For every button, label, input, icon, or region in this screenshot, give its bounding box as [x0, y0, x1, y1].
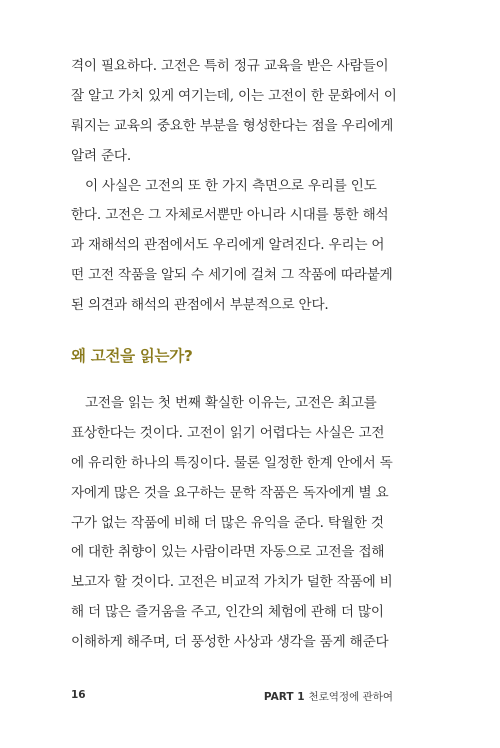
section-heading: 왜 고전을 읽는가? — [71, 347, 193, 365]
text-line: 과 재해석의 관점에서도 우리에게 알려진다. 우리는 어 — [71, 237, 385, 254]
text-line: 고전을 읽는 첫 번째 확실한 이유는, 고전은 최고를 — [85, 395, 377, 411]
body-text-upper — [71, 52, 397, 321]
text-line: 표상한다는 것이다. 고전이 읽기 어렵다는 사실은 고전 — [71, 424, 385, 441]
text-line: 떤 고전 작품을 알되 수 세기에 걸쳐 그 작품에 따라붙게 — [71, 267, 393, 284]
text-line: 잘 알고 가치 있게 여기는데, 이는 고전이 한 문화에서 이 — [71, 87, 397, 104]
page-number: 16 — [71, 689, 86, 701]
text-line: 자에게 많은 것을 요구하는 문학 작품은 독자에게 별 요 — [71, 484, 389, 501]
text-line: 구가 없는 작품에 비해 더 많은 유익을 준다. 탁월한 것 — [71, 514, 384, 531]
text-line: 보고자 할 것이다. 고전은 비교적 가치가 덜한 작품에 비 — [71, 574, 393, 591]
text-line: 이해하게 해주며, 더 풍성한 사상과 생각을 품게 해준다 — [71, 634, 389, 651]
text-line: 격이 필요하다. 고전은 특히 정규 교육을 받은 사람들이 — [71, 58, 389, 74]
running-head — [264, 689, 393, 704]
text-line: 에 대한 취향이 있는 사람이라면 자동으로 고전을 접해 — [71, 544, 385, 561]
part-label: PART 1 — [263, 691, 305, 703]
text-line: 된 의견과 해석의 관점에서 부분적으로 안다. — [71, 297, 329, 314]
text-line: 이 사실은 고전의 또 한 가지 측면으로 우리를 인도 — [85, 177, 377, 194]
text-line: 한다. 고전은 그 자체로서뿐만 아니라 시대를 통한 해석 — [71, 207, 389, 224]
text-line: 해 더 많은 즐거움을 주고, 인간의 체험에 관해 더 많이 — [71, 604, 384, 621]
body-text-lower — [71, 389, 393, 658]
part-title: 천로역정에 관하여 — [308, 691, 393, 703]
text-line: 에 유리한 하나의 특징이다. 물론 일정한 한계 안에서 독 — [71, 454, 393, 471]
text-line: 알려 준다. — [71, 147, 131, 164]
text-line: 뤄지는 교육의 중요한 부분을 형성한다는 점을 우리에게 — [71, 117, 394, 134]
